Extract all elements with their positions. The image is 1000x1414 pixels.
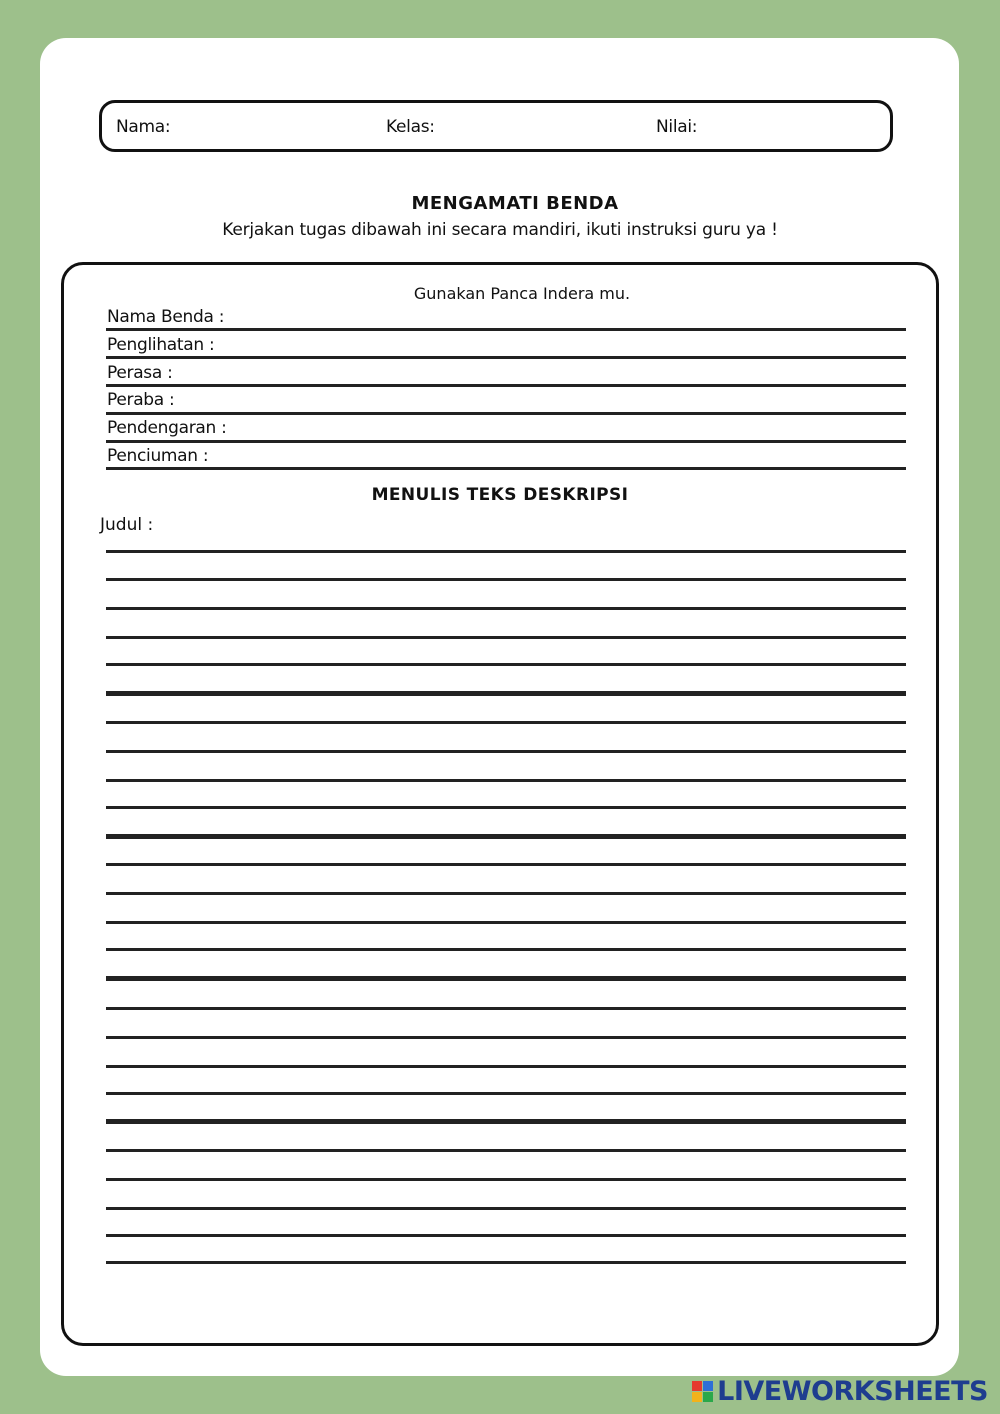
writing-line[interactable]	[106, 921, 906, 924]
field-nama-benda: Nama Benda :	[107, 307, 225, 327]
answer-line[interactable]	[106, 467, 906, 470]
writing-line[interactable]	[106, 834, 906, 839]
answer-line[interactable]	[106, 412, 906, 415]
writing-line[interactable]	[106, 1178, 906, 1181]
writing-line[interactable]	[106, 607, 906, 610]
writing-line[interactable]	[106, 578, 906, 581]
writing-line[interactable]	[106, 1207, 906, 1210]
worksheet-title: MENGAMATI BENDA	[411, 193, 619, 214]
writing-line[interactable]	[106, 750, 906, 753]
field-peraba: Peraba :	[107, 390, 175, 410]
worksheet-subtitle: Kerjakan tugas dibawah ini secara mandiri, ikuti instruksi guru ya !	[222, 220, 778, 240]
writing-line[interactable]	[106, 1065, 906, 1068]
writing-line[interactable]	[106, 1234, 906, 1237]
writing-line[interactable]	[106, 1261, 906, 1264]
writing-line[interactable]	[106, 550, 906, 553]
instruction-text: Gunakan Panca Indera mu.	[413, 284, 631, 303]
logo-square	[692, 1392, 702, 1402]
logo-square	[692, 1381, 702, 1391]
writing-line[interactable]	[106, 863, 906, 866]
nama-label: Nama:	[116, 117, 171, 137]
writing-line[interactable]	[106, 779, 906, 782]
nilai-label: Nilai:	[656, 117, 698, 137]
liveworksheets-logo[interactable]	[692, 1374, 988, 1408]
writing-line[interactable]	[106, 1036, 906, 1039]
field-penciuman: Penciuman :	[107, 446, 209, 466]
writing-line[interactable]	[106, 663, 906, 666]
logo-square	[703, 1392, 713, 1402]
writing-line[interactable]	[106, 1149, 906, 1152]
logo-mark-icon	[692, 1381, 713, 1402]
student-info-box	[99, 100, 893, 152]
writing-line[interactable]	[106, 948, 906, 951]
answer-line[interactable]	[106, 356, 906, 359]
writing-line[interactable]	[106, 1119, 906, 1124]
writing-line[interactable]	[106, 1007, 906, 1010]
judul-label: Judul :	[100, 515, 154, 535]
logo-text: LIVEWORKSHEETS	[717, 1375, 988, 1407]
writing-line[interactable]	[106, 691, 906, 696]
answer-line[interactable]	[106, 328, 906, 331]
writing-line[interactable]	[106, 806, 906, 809]
writing-section-title: MENULIS TEKS DESKRIPSI	[371, 485, 629, 505]
answer-line[interactable]	[106, 384, 906, 387]
writing-line[interactable]	[106, 1092, 906, 1095]
logo-square	[703, 1381, 713, 1391]
kelas-label: Kelas:	[386, 117, 435, 137]
answer-line[interactable]	[106, 440, 906, 443]
writing-line[interactable]	[106, 636, 906, 639]
field-penglihatan: Penglihatan :	[107, 335, 215, 355]
writing-line[interactable]	[106, 976, 906, 981]
field-pendengaran: Pendengaran :	[107, 418, 227, 438]
field-perasa: Perasa :	[107, 363, 173, 383]
writing-line[interactable]	[106, 892, 906, 895]
writing-line[interactable]	[106, 721, 906, 724]
